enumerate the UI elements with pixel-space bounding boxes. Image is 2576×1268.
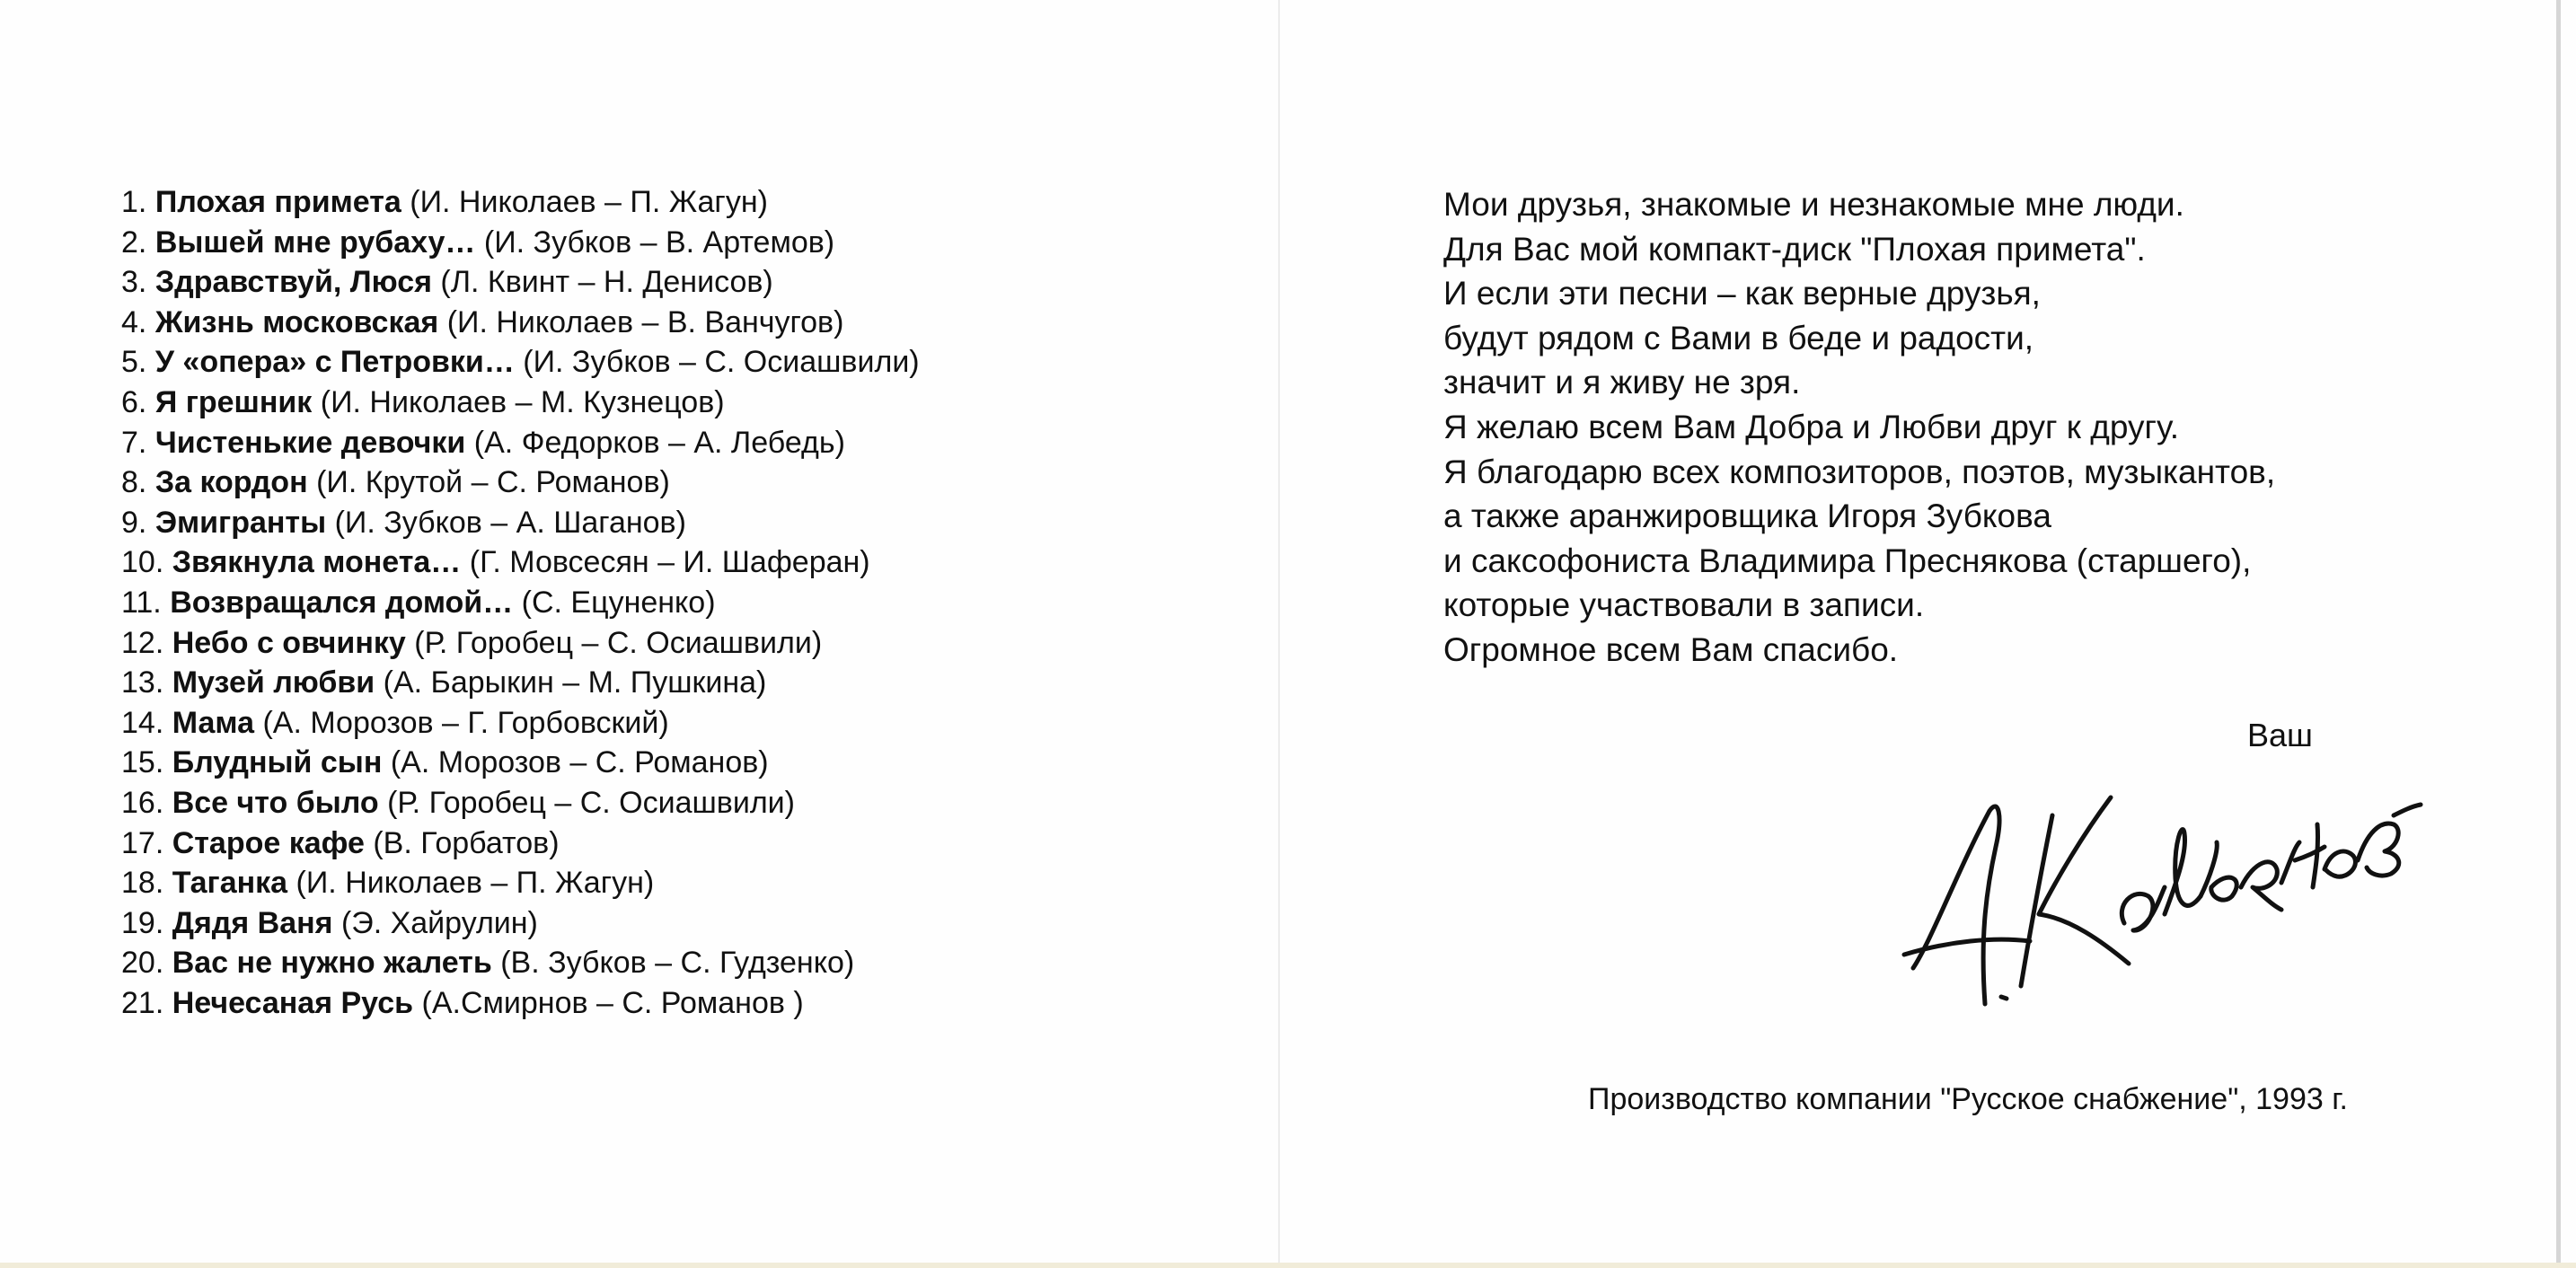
track-item [121,462,1199,503]
track-title: Все что было [172,785,379,820]
track-number: 18. [121,866,164,901]
closing-text: Ваш [2247,717,2313,753]
track-item [121,182,1199,223]
track-credits: (В. Зубков – С. Гудзенко) [500,946,855,981]
track-credits: (И. Николаев – П. Жагун) [296,866,655,901]
page-bottom-edge [0,1263,2576,1268]
track-number: 20. [121,946,164,981]
message-line: а также аранжировщика Игоря Зубкова [1443,498,2051,535]
message-line: Огромное всем Вам спасибо. [1443,630,1899,668]
track-item [121,783,1199,823]
track-credits: (Л. Квинт – Н. Денисов) [440,265,773,300]
track-number: 4. [121,304,147,339]
track-title: Вышей мне рубаху… [154,225,476,260]
page-edge [2556,0,2561,1268]
track-credits: (А.Смирнов – С. Романов ) [421,985,804,1020]
message-line: будут рядом с Вами в беде и радости, [1443,319,2034,357]
track-item [121,303,1199,343]
track-item [121,383,1199,423]
track-credits: (И. Николаев – В. Ванчугов) [446,304,844,339]
track-credits: (А. Морозов – С. Романов) [390,745,769,780]
track-title: За кордон [154,465,308,500]
track-title: Чистенькие девочки [154,425,466,460]
track-item [121,943,1199,983]
track-credits: (С. Ецуненко) [521,585,716,620]
track-number: 9. [121,505,147,540]
track-credits: (И. Николаев – М. Кузнецов) [320,384,725,419]
handwritten-signature [1895,762,2434,1022]
track-credits: (Р. Горобец – С. Осиашвили) [387,785,795,820]
track-item [121,342,1199,383]
track-credits: (И. Зубков – В. Артемов) [483,225,835,260]
track-number: 10. [121,545,164,580]
track-credits: (И. Крутой – С. Романов) [316,465,670,500]
track-number: 12. [121,625,164,660]
track-number: 19. [121,905,164,940]
track-number: 11. [121,585,162,620]
track-title: Блудный сын [172,745,383,780]
track-number: 15. [121,745,164,780]
track-item [121,542,1199,583]
track-title: Мама [172,705,254,740]
track-number: 13. [121,665,164,700]
message-line: значит и я живу не зря. [1443,364,1801,401]
message-line: которые участвовали в записи. [1443,586,1925,624]
track-credits: (И. Зубков – С. Осиашвили) [523,345,920,380]
track-title: Возвращался домой… [170,585,514,620]
track-title: Музей любви [172,665,375,700]
track-title: Жизнь московская [154,304,439,339]
track-number: 8. [121,465,147,500]
message-line: И если эти песни – как верные друзья, [1443,275,2041,313]
track-number: 16. [121,785,164,820]
track-item [121,703,1199,744]
message-line: Я желаю всем Вам Добра и Любви друг к другу. [1443,408,2180,445]
track-title: Эмигранты [154,505,327,540]
track-item [121,623,1199,664]
track-item [121,262,1199,303]
message-line: и саксофониста Владимира Преснякова (старшего), [1443,542,2252,579]
track-item [121,743,1199,783]
track-item [121,903,1199,944]
dedication-message [1443,182,2476,673]
track-credits: (А. Барыкин – М. Пушкина) [383,665,767,700]
track-credits: (А. Морозов – Г. Горбовский) [262,705,669,740]
track-number: 17. [121,825,164,860]
track-item [121,663,1199,703]
track-credits: (Э. Хайрулин) [340,905,538,940]
track-title: Звякнула монета… [172,545,462,580]
track-title: Небо с овчинку [172,625,406,660]
message-line: Мои друзья, знакомые и незнакомые мне люди. [1443,186,2184,223]
track-item [121,583,1199,623]
track-number: 1. [121,185,147,219]
track-number: 2. [121,225,147,260]
track-item [121,503,1199,543]
track-credits: (А. Федорков – А. Лебедь) [473,425,845,460]
track-title: Старое кафе [172,825,365,860]
center-fold [1278,0,1280,1268]
track-item [121,223,1199,263]
track-title: Дядя Ваня [172,905,333,940]
track-title: Таганка [172,866,288,901]
track-title: Нечесаная Русь [172,985,414,1020]
track-number: 5. [121,345,147,380]
track-credits: (Г. Мовсесян – И. Шаферан) [469,545,870,580]
track-item [121,423,1199,463]
track-credits: (Р. Горобец – С. Осиашвили) [414,625,823,660]
track-number: 14. [121,705,164,740]
track-number: 6. [121,384,147,419]
message-line: Для Вас мой компакт-диск "Плохая примета". [1443,230,2146,268]
track-title: У «опера» с Петровки… [154,345,515,380]
track-credits: (И. Николаев – П. Жагун) [410,185,768,219]
track-list [121,182,1199,1023]
track-title: Я грешник [154,384,313,419]
track-number: 7. [121,425,147,460]
production-credit: Производство компании "Русское снабжение", 1993 г. [1588,1082,2348,1116]
track-title: Вас не нужно жалеть [172,946,492,981]
track-title: Плохая примета [154,185,401,219]
track-item [121,863,1199,903]
track-item [121,823,1199,864]
track-number: 21. [121,985,164,1020]
track-credits: (И. Зубков – А. Шаганов) [334,505,686,540]
message-line: Я благодарю всех композиторов, поэтов, музыкантов, [1443,453,2276,490]
track-item [121,983,1199,1024]
track-title: Здравствуй, Люся [154,265,432,300]
track-credits: (В. Горбатов) [373,825,560,860]
track-number: 3. [121,265,147,300]
